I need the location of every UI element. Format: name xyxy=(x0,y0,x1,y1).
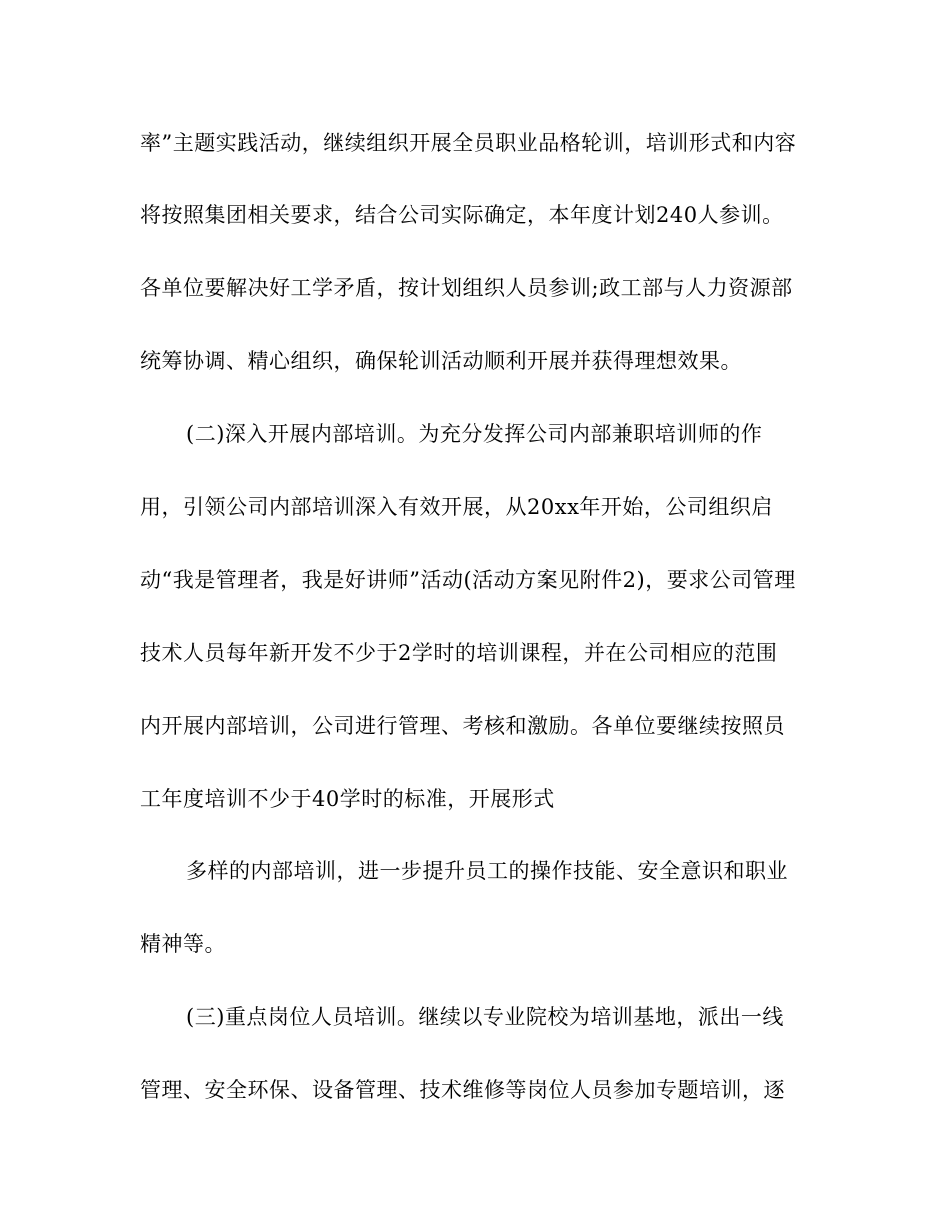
text-line: 精神等。 xyxy=(140,932,226,956)
text-line: 用，引领公司内部培训深入有效开展，从20xx年开始，公司组织启 xyxy=(140,495,773,519)
text-line: 技术人员每年新开发不少于2学时的培训课程，并在公司相应的范围 xyxy=(140,641,778,665)
text-line: 动“我是管理者，我是好讲师”活动(活动方案见附件2)，要求公司管理 xyxy=(140,568,796,592)
text-line: 将按照集团相关要求，结合公司实际确定，本年度计划240人参训。 xyxy=(140,203,784,227)
text-line: 内开展内部培训，公司进行管理、考核和激励。各单位要继续按照员 xyxy=(140,714,785,738)
text-line: 各单位要解决好工学矛盾，按计划组织人员参训;政工部与人力资源部 xyxy=(140,276,793,300)
text-line: 管理、安全环保、设备管理、技术维修等岗位人员参加专题培训，逐 xyxy=(140,1078,785,1102)
paragraph-start-line: (三)重点岗位人员培训。继续以专业院校为培训基地，派出一线 xyxy=(186,1005,784,1029)
paragraph-start-line: (二)深入开展内部培训。为充分发挥公司内部兼职培训师的作 xyxy=(186,422,763,446)
text-line: 工年度培训不少于40学时的标准，开展形式 xyxy=(140,787,555,811)
text-line: 率”主题实践活动，继续组织开展全员职业品格轮训，培训形式和内容 xyxy=(140,131,797,155)
text-line: 统筹协调、精心组织，确保轮训活动顺利开展并获得理想效果。 xyxy=(140,349,742,373)
paragraph-start-line: 多样的内部培训，进一步提升员工的操作技能、安全意识和职业 xyxy=(186,859,788,883)
